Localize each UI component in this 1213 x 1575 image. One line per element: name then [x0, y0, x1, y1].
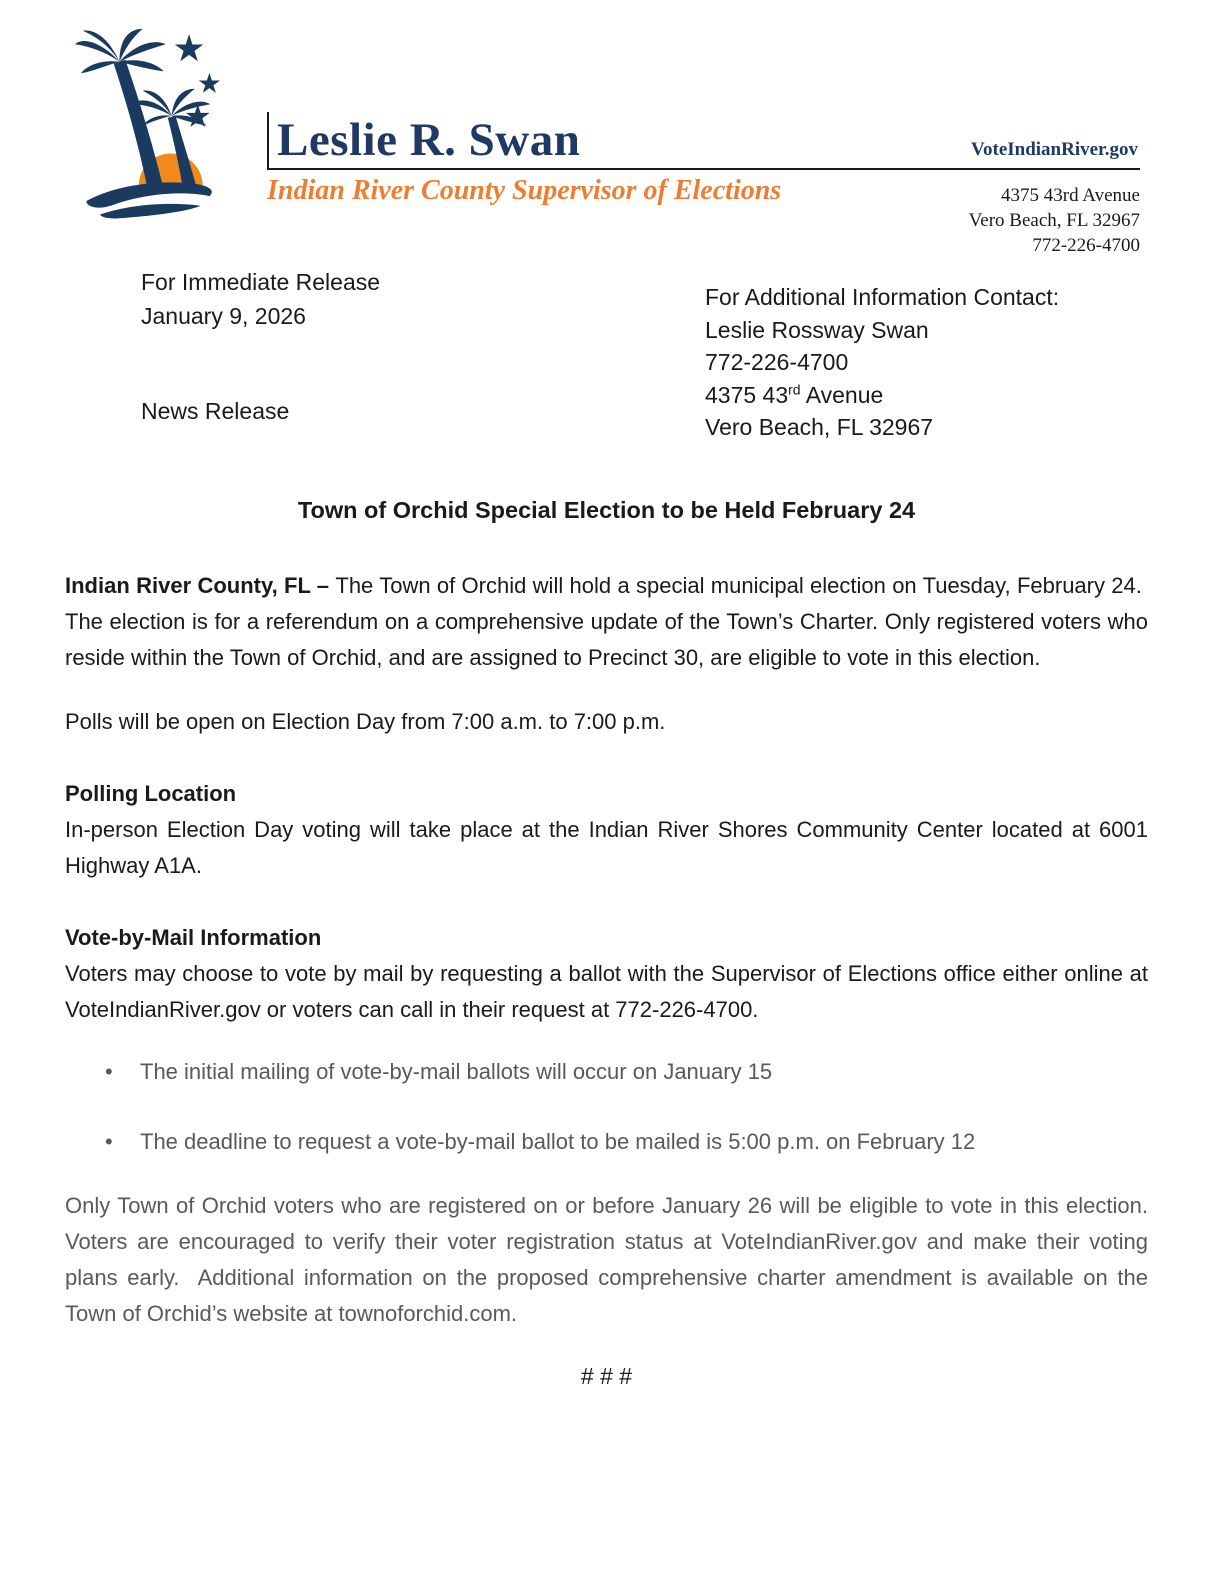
paragraph-poll-hours: Polls will be open on Election Day from 7:00 a.m. to 7:00 p.m.	[65, 709, 666, 734]
end-mark: # # #	[580, 1363, 633, 1389]
masthead	[267, 112, 1140, 258]
bullet-request-deadline	[65, 1124, 1148, 1160]
release-label: For Immediate Release	[141, 269, 381, 295]
release-info-section	[0, 255, 1213, 460]
release-body	[0, 492, 1213, 1394]
contact-address-ordinal: rd	[788, 380, 801, 397]
vote-by-mail-text: Voters may choose to vote by mail by requesting a ballot with the Supervisor of Elections office either online at VoteIndianRiver.gov or voters can call in their request at 772-226-4700.	[65, 961, 1148, 1022]
bullet-dot-icon: •	[105, 1129, 113, 1154]
dateline-lead: Indian River County, FL –	[65, 573, 336, 598]
bullet-initial-mailing	[65, 1054, 1148, 1090]
contact-name: Leslie Rossway Swan	[705, 316, 929, 343]
vote-by-mail-heading: Vote-by-Mail Information	[65, 925, 322, 950]
paragraph-intro: Indian River County, FL – The Town of Orchid will hold a special municipal election on Tuesday, February 24. The election is for a referendum on a comprehensive update of the Town’s Charter. Only registered voters who reside within the Town of Orchid, and are assigned to Precinct 30, are eligible to vote in this election.	[65, 573, 1149, 670]
release-date: January 9, 2026	[141, 303, 306, 329]
release-statement	[141, 265, 380, 333]
website-text: VoteIndianRiver.gov	[971, 139, 1138, 160]
polling-location-text: In-person Election Day voting will take place at the Indian River Shores Community Center located at 6001 Highway A1A.	[65, 817, 1148, 878]
polling-location-heading: Polling Location	[65, 781, 237, 806]
office-address-line2: Vero Beach, FL 32967	[968, 210, 1140, 232]
headline: Town of Orchid Special Election to be Held February 24	[297, 497, 916, 523]
contact-heading: For Additional Information Contact:	[705, 284, 1060, 310]
bullet-text: The deadline to request a vote-by-mail ballot to be mailed is 5:00 p.m. on February 12	[140, 1129, 976, 1154]
office-address-line1: 4375 43rd Avenue	[1001, 185, 1140, 207]
contact-address: 4375 43rd Avenue	[705, 380, 884, 408]
contact-block	[705, 281, 1059, 444]
palm-trees-sun-stars-logo-icon	[75, 28, 220, 223]
bullet-text: The initial mailing of vote-by-mail ballots will occur on January 15	[140, 1059, 773, 1084]
contact-phone: 772-226-4700	[705, 349, 849, 375]
masthead-tag-row	[267, 175, 1140, 258]
contact-city: Vero Beach, FL 32967	[705, 414, 934, 440]
letterhead	[0, 0, 1213, 255]
office-tagline: Indian River County Supervisor of Elections	[267, 175, 782, 207]
supervisor-name: Leslie R. Swan	[277, 114, 581, 166]
office-address-line3: 772-226-4700	[1032, 235, 1140, 257]
paragraph-closing: Only Town of Orchid voters who are registered on or before January 26 will be eligible to vote in this election. Voters are encouraged to verify their voter registration status at VoteIndianRiver.gov and make their voting plans early. Additional information on the proposed comprehensive charter amendment is available on the Town of Orchid’s website at townoforchid.com.	[65, 1193, 1148, 1326]
news-release-label: News Release	[141, 398, 290, 424]
office-address	[969, 183, 1140, 258]
bullet-dot-icon: •	[105, 1059, 113, 1084]
masthead-name-row	[267, 112, 1140, 170]
